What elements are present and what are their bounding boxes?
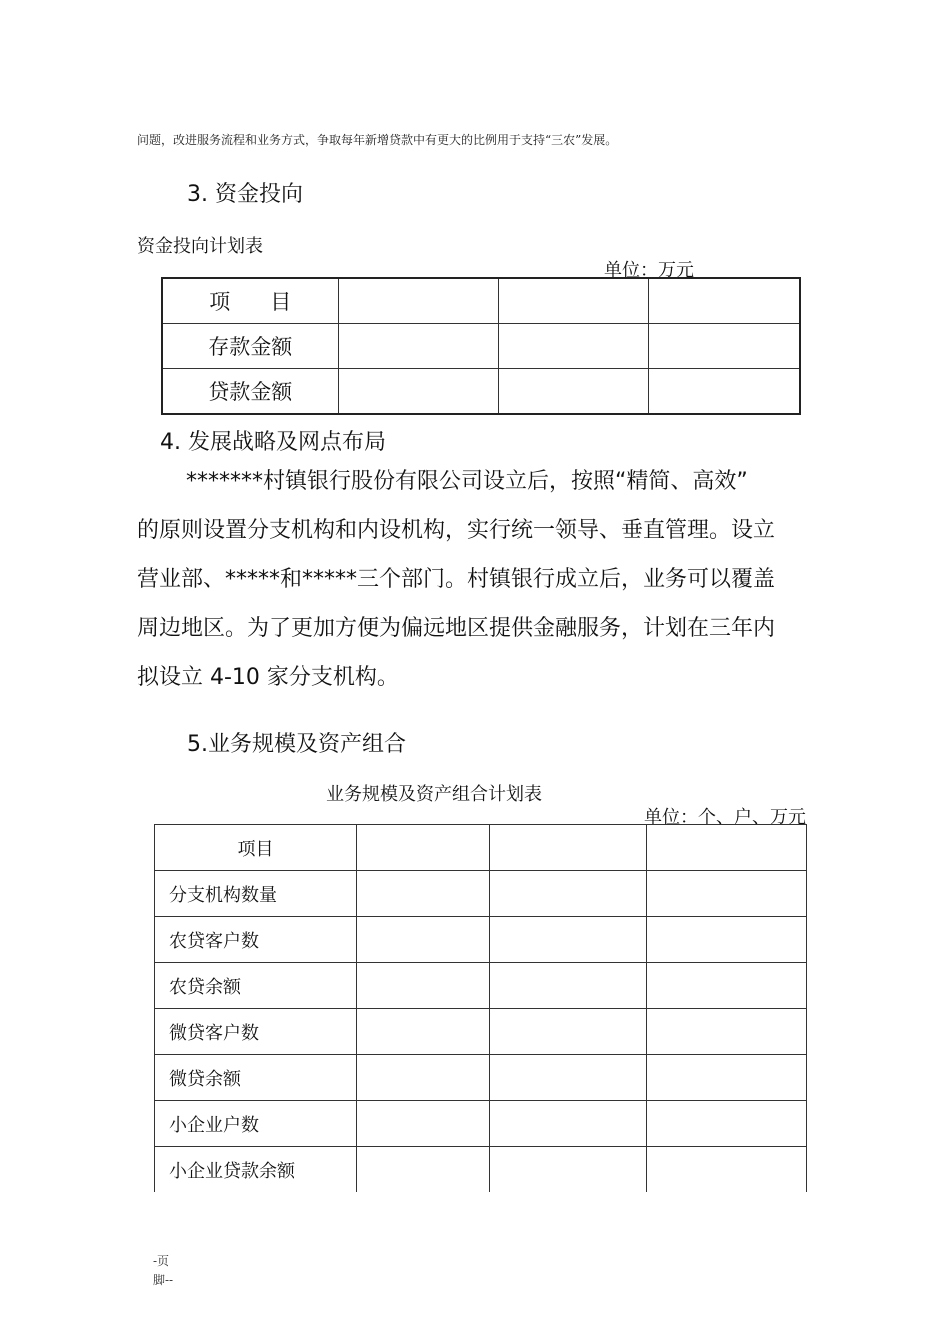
table-cell (647, 871, 807, 917)
table-cell (648, 278, 800, 324)
table1-title: 资金投向计划表 (137, 236, 263, 257)
table-row (155, 1009, 807, 1055)
table-cell-label: 分支机构数量 (155, 871, 357, 917)
intro-line: 问题，改进服务流程和业务方式，争取每年新增贷款中有更大的比例用于支持“三农”发展。 (137, 133, 618, 147)
table-cell (647, 1147, 807, 1193)
table-cell (490, 1055, 647, 1101)
table-cell-label: 贷款金额 (162, 369, 338, 415)
section5-heading: 5.业务规模及资产组合 (187, 732, 406, 757)
table-row (162, 278, 800, 324)
table-cell (498, 324, 648, 369)
table-cell (647, 1009, 807, 1055)
table-cell (357, 1055, 490, 1101)
table-cell (490, 1101, 647, 1147)
table-cell (490, 871, 647, 917)
footer-line-2: 脚-- (153, 1273, 174, 1287)
table-row (155, 963, 807, 1009)
table-cell (647, 825, 807, 871)
table-cell-label: 小企业贷款余额 (155, 1147, 357, 1193)
table-cell-label: 农贷客户数 (155, 917, 357, 963)
table-cell (338, 369, 498, 415)
table-cell (647, 1055, 807, 1101)
table1-unit: 单位：万元 (604, 260, 694, 281)
table-cell (647, 1101, 807, 1147)
table-cell (498, 278, 648, 324)
table-cell (648, 324, 800, 369)
section4-heading: 4. 发展战略及网点布局 (160, 430, 386, 455)
footer-line-1: -页 (153, 1254, 170, 1268)
table-cell (357, 963, 490, 1009)
table-cell (490, 1009, 647, 1055)
table-row (162, 369, 800, 415)
table-cell (490, 963, 647, 1009)
section3-heading: 3. 资金投向 (187, 182, 303, 207)
table-row (155, 1147, 807, 1193)
table-cell-label: 微贷客户数 (155, 1009, 357, 1055)
table-row (162, 324, 800, 369)
business-scale-table (154, 824, 807, 1192)
table-cell-label: 农贷余额 (155, 963, 357, 1009)
table-row (155, 871, 807, 917)
table-cell (648, 369, 800, 415)
table-cell (490, 825, 647, 871)
table-cell-label: 小企业户数 (155, 1101, 357, 1147)
table-cell (490, 1147, 647, 1193)
table-cell (357, 1101, 490, 1147)
table-cell-label: 项 目 (162, 278, 338, 324)
table-cell-label: 微贷余额 (155, 1055, 357, 1101)
paragraph-line: 营业部、*****和*****三个部门。村镇银行成立后，业务可以覆盖 (137, 567, 776, 592)
table-cell (357, 1009, 490, 1055)
paragraph-line: *******村镇银行股份有限公司设立后，按照“精简、高效” (186, 469, 748, 494)
footer (153, 1252, 173, 1290)
table-row (155, 825, 807, 871)
table-cell (498, 369, 648, 415)
table2-title: 业务规模及资产组合计划表 (326, 784, 542, 805)
table-cell-label: 存款金额 (162, 324, 338, 369)
table2-unit: 单位：个、户、万元 (644, 807, 806, 828)
paragraph-line: 周边地区。为了更加方便为偏远地区提供金融服务，计划在三年内 (137, 616, 776, 641)
table-cell (357, 825, 490, 871)
table-row (155, 917, 807, 963)
paragraph-line: 拟设立 4-10 家分支机构。 (137, 665, 399, 690)
table-cell (357, 917, 490, 963)
table-cell (490, 917, 647, 963)
table-row (155, 1055, 807, 1101)
paragraph-line: 的原则设置分支机构和内设机构，实行统一领导、垂直管理。设立 (137, 518, 776, 543)
table-cell (357, 871, 490, 917)
fund-allocation-table (161, 277, 801, 415)
table-cell (338, 324, 498, 369)
table-cell-label: 项目 (155, 825, 357, 871)
table-cell (357, 1147, 490, 1193)
table-cell (647, 917, 807, 963)
table-row (155, 1101, 807, 1147)
table-cell (647, 963, 807, 1009)
table-cell (338, 278, 498, 324)
